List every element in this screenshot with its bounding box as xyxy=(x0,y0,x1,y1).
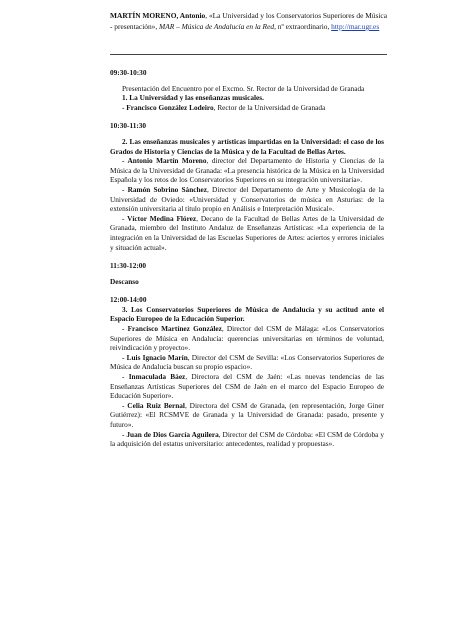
speaker-name: - Antonio Martín Moreno xyxy=(122,156,207,166)
speaker-name: - Ramón Sobrino Sánchez xyxy=(122,184,208,194)
speaker-item: - Luis Ignacio Marín, Director del CSM de Sevilla: «Los Conservatorios Superiores de Música de Andalucía buscan su propio espacio». xyxy=(110,352,384,372)
program-block xyxy=(110,121,384,252)
speaker-name: - Juan de Dios García Aguilera xyxy=(122,429,219,439)
speaker-name: - Francisco González Lodeiro xyxy=(122,102,214,112)
speaker-name: - Francisco Martínez González xyxy=(122,324,222,334)
page-header xyxy=(110,10,387,32)
header-divider xyxy=(110,54,387,55)
header-issue: , nº extraordinario, xyxy=(274,22,332,31)
program-content xyxy=(110,68,384,449)
header-journal: MAR – Música de Andalucía en la Red xyxy=(159,22,275,31)
header-author: MARTÍN MORENO, Antonio xyxy=(110,11,206,20)
speaker-item: - Celia Ruiz Bernal, Directora del CSM de Granada, (en representación, Jorge Giner Gutiérrez): «El RCSMVE de Granada y la Universidad de Granada: pasado, presente y futuro». xyxy=(110,400,384,429)
section-heading: 2. Las enseñanzas musicales y artísticas impartidas en la Universidad: el caso de los Grados de Historia y Ciencias de la Música y de la Facultad de Bellas Artes. xyxy=(110,136,384,156)
speaker-item: - Francisco Martínez González, Director del CSM de Málaga: «Los Conservatorios Superiores de Música en Andalucía: querencias universitarias en términos de voluntad, reivindicación y proyecto». xyxy=(110,324,384,353)
speaker-name: - Luis Ignacio Marín xyxy=(122,352,188,362)
header-title: , «La Universidad y los Conservatorios Superiores de Música - presentación», xyxy=(110,11,387,31)
speaker-item: - Juan de Dios García Aguilera, Director del CSM de Córdoba: «El CSM de Córdoba y la adquisición del estatus universitario: antecedentes, realidad y propuestas». xyxy=(110,429,384,449)
program-block xyxy=(110,68,384,112)
time-slot: 11:30-12:00 xyxy=(110,261,147,271)
program-block xyxy=(110,261,384,286)
speaker-item: - Francisco González Lodeiro, Rector de la Universidad de Granada xyxy=(122,102,326,112)
header-url-link[interactable]: http://mar.ugr.es xyxy=(331,22,380,31)
break-label: Descanso xyxy=(110,276,139,286)
speaker-item: - Inmaculada Báez, Directora del CSM de Jaén: «Las nuevas tendencias de las Enseñanzas Artísticas Superiores del CSM de Jaén en el marco del Espacio Europeo de Educación Superior». xyxy=(110,372,384,401)
speaker-item: - Ramón Sobrino Sánchez, Director del Departamento de Arte y Musicología de la Universidad de Oviedo: «Universidad y Conservatorios de música en Asturias: de la extensión universitaria al título propio en Análisis e Interpretación Musical». xyxy=(110,184,384,214)
speaker-name: - Inmaculada Báez xyxy=(122,372,186,382)
section-heading: 3. Los Conservatorios Superiores de Música de Andalucía y su actitud ante el Espacio Europeo de la Educación Superior. xyxy=(110,304,384,324)
time-slot: 12:00-14:00 xyxy=(110,295,147,305)
program-block xyxy=(110,295,384,449)
program-item: Presentación del Encuentro por el Excmo. Sr. Rector de la Universidad de Granada xyxy=(122,83,365,93)
time-slot: 10:30-11:30 xyxy=(110,121,147,131)
speaker-item: - Antonio Martín Moreno, director del Departamento de Historia y Ciencias de la Música de la Universidad de Granada: «La presencia histórica de la Música en la Universidad Española y los retos de los Conservatorios Superiores en su integración universitaria». xyxy=(110,156,384,185)
speaker-item: - Víctor Medina Flórez, Decano de la Facultad de Bellas Artes de la Universidad de Granada, miembro del Instituto Andaluz de Enseñanzas Artísticas: «La experiencia de la integración en la Universidad de las Escuelas Superiores de Artes: aciertos y errores iniciales y situación actual». xyxy=(110,213,384,252)
time-slot: 09:30-10:30 xyxy=(110,68,147,77)
section-heading: 1. La Universidad y las enseñanzas musicales. xyxy=(122,93,264,103)
speaker-name: - Celia Ruiz Bernal xyxy=(122,400,185,410)
speaker-name: - Víctor Medina Flórez xyxy=(122,213,197,223)
